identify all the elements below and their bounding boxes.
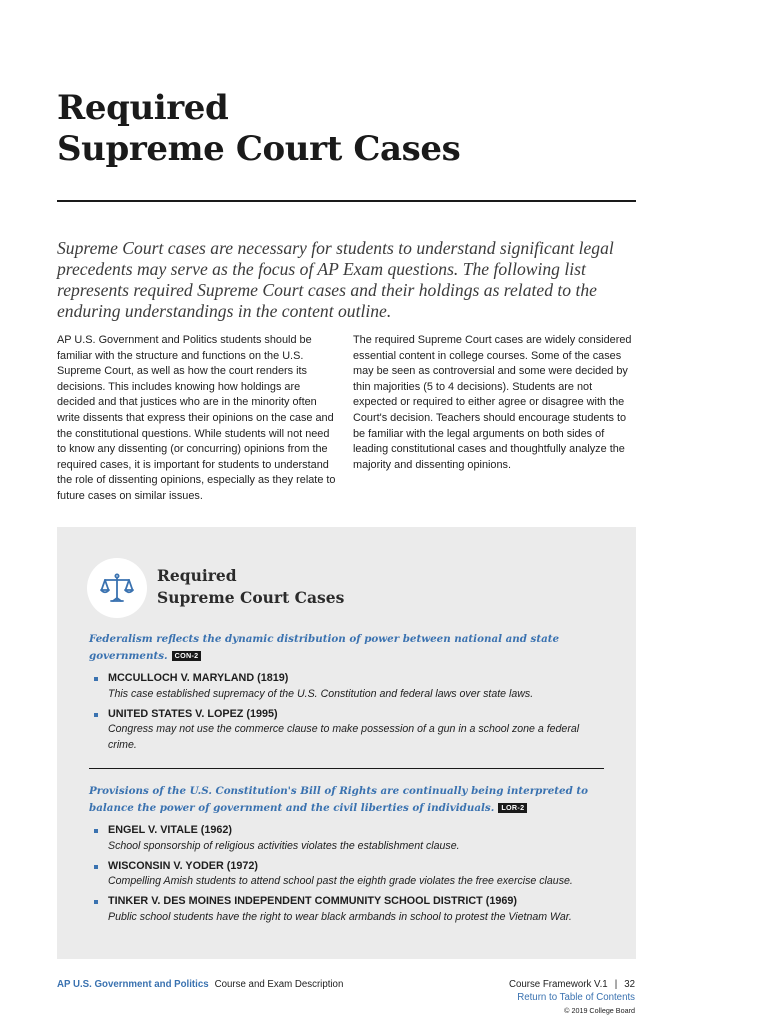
footer-separator: | — [614, 979, 618, 990]
page-title-line-2: Supreme Court Cases — [57, 129, 461, 169]
section-divider — [89, 768, 604, 769]
section-heading — [89, 783, 609, 817]
list-item — [89, 859, 609, 891]
footer-left — [57, 979, 343, 991]
list-item — [89, 823, 609, 855]
panel-title — [157, 565, 344, 609]
bullet-icon — [94, 900, 98, 904]
case-list — [89, 823, 609, 926]
panel-icon-badge — [87, 558, 147, 618]
section-heading — [89, 631, 609, 665]
case-holding: Congress may not use the commerce clause to make possession of a gun in a school zone a federal crime. — [108, 723, 580, 752]
list-item — [89, 707, 609, 754]
page-number: 32 — [624, 979, 635, 990]
case-name: ENGEL V. VITALE (1962) — [108, 824, 233, 836]
case-holding: School sponsorship of religious activities violates the establishment clause. — [108, 839, 460, 852]
learning-objective-tag: CON-2 — [172, 651, 202, 661]
list-item — [89, 671, 609, 703]
bullet-icon — [94, 865, 98, 869]
intro-paragraph: Supreme Court cases are necessary for students to understand significant legal precedents may serve as the focus of AP Exam questions. The following list represents required Supreme Court cases and their holdings as related to the enduring understandings in the content outline. — [57, 238, 614, 321]
title-divider — [57, 200, 636, 202]
list-item — [89, 894, 609, 926]
panel-title-line-2: Supreme Court Cases — [157, 588, 345, 607]
section-bill-of-rights — [89, 783, 609, 930]
section-federalism — [89, 631, 609, 758]
body-column-left: AP U.S. Government and Politics students should be familiar with the structure and functions on the U.S. Supreme Court, as well as how the court renders its decisions. This includes knowing how holdings are decided and that justices who are in the minority often write dissents that express their opinions on the case and the constitutional questions. While students will not need to know any dissenting (or concurring) opinions from the required cases, it is important for students to understand the role of dissenting opinions, especially as they relate to future cases on similar issues. — [57, 334, 336, 502]
case-holding: Public school students have the right to wear black armbands in school to protest the Vietnam War. — [108, 910, 572, 923]
case-name: WISCONSIN V. YODER (1972) — [108, 859, 259, 872]
case-name: MCCULLOCH V. MARYLAND (1819) — [108, 672, 289, 684]
scales-of-justice-icon — [99, 570, 135, 606]
case-name: UNITED STATES V. LOPEZ (1995) — [108, 707, 278, 720]
required-cases-panel — [57, 527, 636, 959]
section-heading-text: Provisions of the U.S. Constitution's Bill of Rights are continually being interpreted to balance the power of government and the civil liberties of individuals. — [89, 785, 589, 814]
panel-title-line-1: Required — [157, 566, 237, 585]
case-holding: Compelling Amish students to attend school past the eighth grade violates the free exercise clause. — [108, 875, 573, 888]
footer-framework-label: Course Framework V.1 — [508, 979, 608, 990]
page-title-line-1: Required — [57, 88, 229, 128]
section-heading-text: Federalism reflects the dynamic distribution of power between national and state governments. — [89, 633, 560, 662]
footer-right — [509, 979, 635, 1016]
footer-course-name: AP U.S. Government and Politics — [57, 979, 209, 990]
bullet-icon — [94, 713, 98, 717]
footer-doc-title: Course and Exam Description — [214, 979, 344, 990]
case-list — [89, 671, 609, 754]
bullet-icon — [94, 829, 98, 833]
body-column-right: The required Supreme Court cases are widely considered essential content in college courses. Some of the cases may be seen as controversial and some were decided by thin majorities (5 to 4 decisions). Students are not expected or required to either agree or disagree with the Court's decision. Teachers should encourage students to be familiar with the legal arguments on both sides of leading constitutional cases and thoughtfully analyze the majority and dissenting opinions. — [353, 334, 632, 471]
case-holding: This case established supremacy of the U.S. Constitution and federal laws over state laws. — [108, 687, 534, 700]
bullet-icon — [94, 677, 98, 681]
copyright-notice: © 2019 College Board — [564, 1006, 635, 1015]
learning-objective-tag: LOR-2 — [498, 803, 527, 813]
case-name: TINKER V. DES MOINES INDEPENDENT COMMUNITY SCHOOL DISTRICT (1969) — [108, 895, 517, 908]
page-title — [57, 88, 657, 170]
return-to-toc-link[interactable]: Return to Table of Contents — [517, 992, 635, 1003]
